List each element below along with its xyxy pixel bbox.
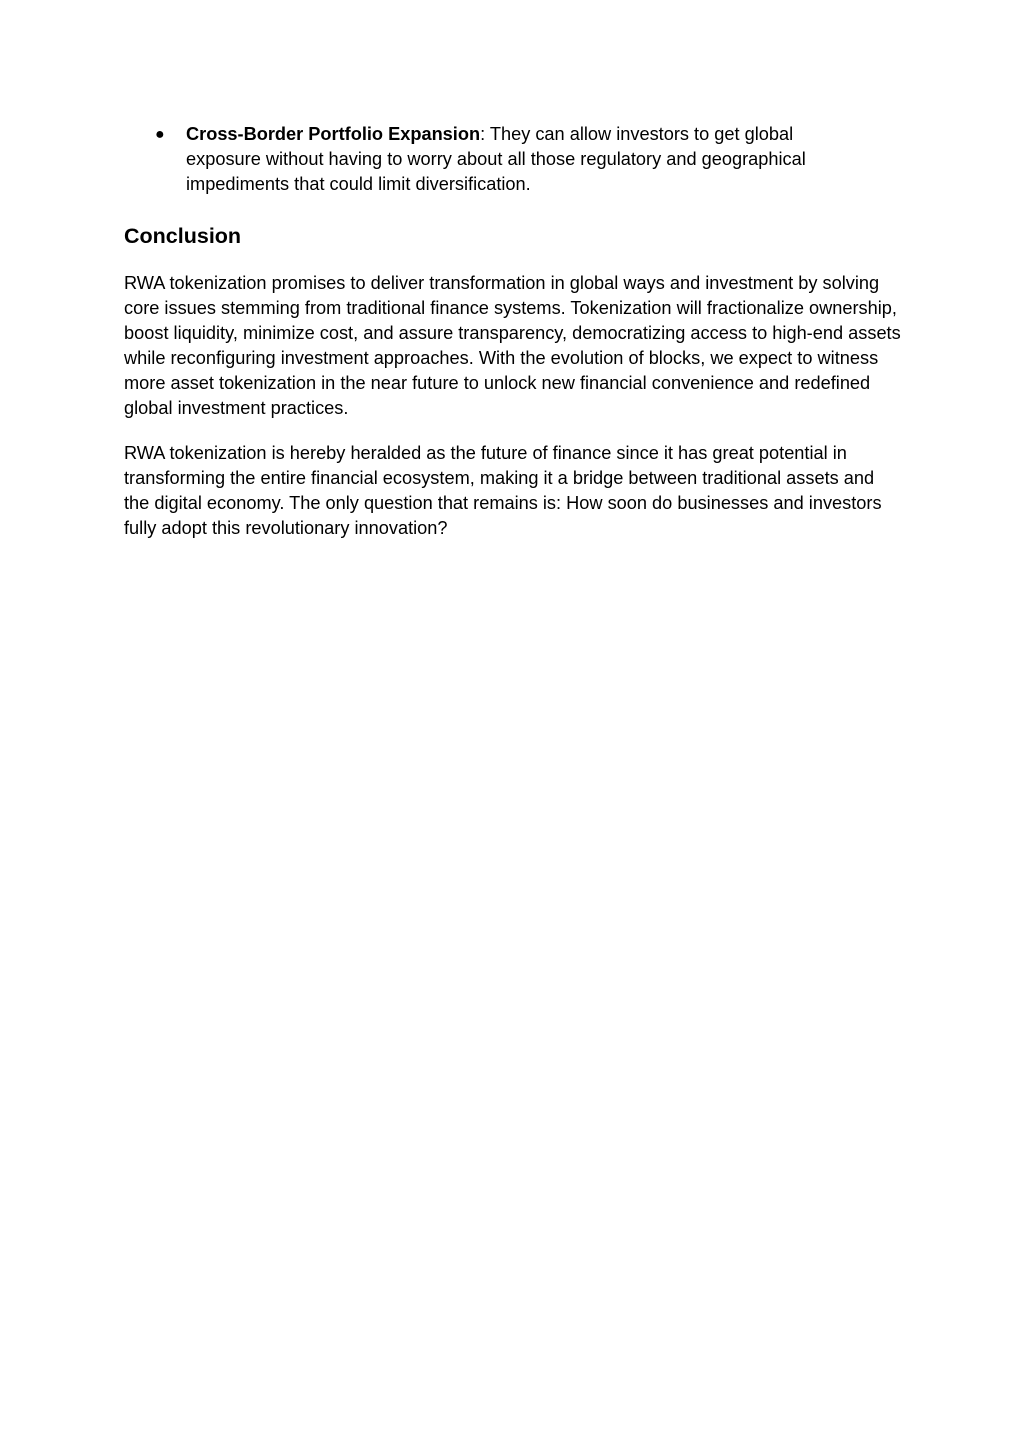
section-heading: Conclusion <box>124 224 242 248</box>
list-item <box>155 122 855 197</box>
bullet-list <box>155 122 855 197</box>
paragraph: RWA tokenization is hereby heralded as the future of finance since it has great potential in transforming the entire financial ecosystem, making it a bridge between traditional assets and the digital economy. The only question that remains is: How soon do businesses and investors fully adopt this revolutionary innovation? <box>124 443 882 538</box>
paragraph: RWA tokenization promises to deliver transformation in global ways and investment by solving core issues stemming from traditional finance systems. Tokenization will fractionalize ownership, boost liquidity, minimize cost, and assure transparency, democratizing access to high-end assets while reconfiguring investment approaches. With the evolution of blocks, we expect to witness more asset tokenization in the near future to unlock new financial convenience and redefined global investment practices. <box>124 273 901 418</box>
bullet-text: : They can allow investors to get global exposure without having to worry about all those regulatory and geographical impediments that could limit diversification. <box>186 124 806 194</box>
bullet-term: Cross-Border Portfolio Expansion <box>186 124 481 144</box>
bullet-icon: ● <box>155 126 165 143</box>
